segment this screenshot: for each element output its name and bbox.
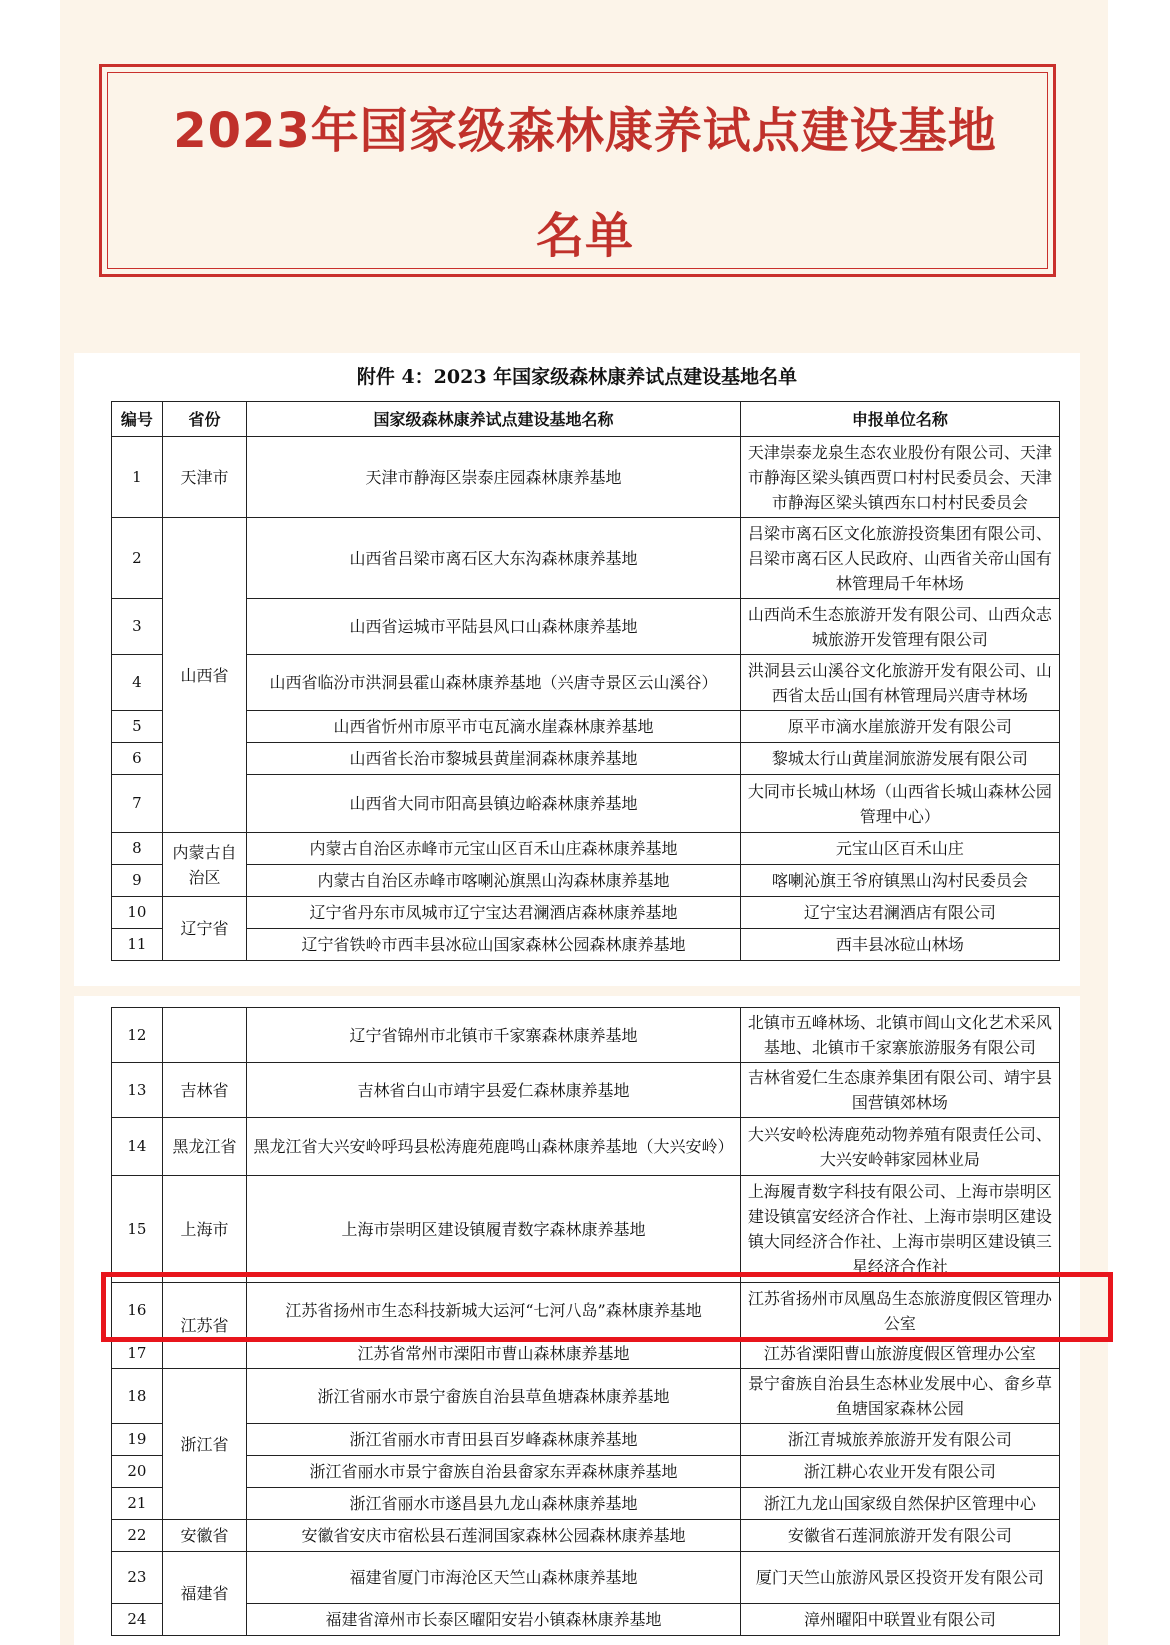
row-base: 浙江省丽水市青田县百岁峰森林康养基地 <box>247 1424 741 1456</box>
row-num: 14 <box>112 1118 163 1176</box>
table-row <box>112 1520 1060 1552</box>
row-applicant: 厦门天竺山旅游风景区投资开发有限公司 <box>740 1552 1059 1604</box>
row-province: 浙江省 <box>162 1369 247 1520</box>
row-base: 江苏省常州市溧阳市曹山森林康养基地 <box>247 1339 741 1369</box>
table-row <box>112 775 1060 833</box>
table-row <box>112 599 1060 655</box>
table-row <box>112 897 1060 929</box>
row-base: 浙江省丽水市景宁畲族自治县草鱼塘森林康养基地 <box>247 1369 741 1424</box>
row-num: 15 <box>112 1176 163 1283</box>
table-row <box>112 1456 1060 1488</box>
row-applicant: 安徽省石莲洞旅游开发有限公司 <box>740 1520 1059 1552</box>
table-row <box>112 929 1060 961</box>
row-base: 辽宁省锦州市北镇市千家寨森林康养基地 <box>247 1008 741 1063</box>
table-row <box>112 1369 1060 1424</box>
row-num: 18 <box>112 1369 163 1424</box>
row-applicant: 漳州曜阳中联置业有限公司 <box>740 1604 1059 1636</box>
row-num: 3 <box>112 599 163 655</box>
row-applicant: 景宁畲族自治县生态林业发展中心、畲乡草鱼塘国家森林公园 <box>740 1369 1059 1424</box>
row-num: 8 <box>112 833 163 865</box>
table-row <box>112 1488 1060 1520</box>
row-applicant: 上海履青数字科技有限公司、上海市崇明区建设镇富安经济合作社、上海市崇明区建设镇大同经济合作社、上海市崇明区建设镇三星经济合作社 <box>740 1176 1059 1283</box>
table-row <box>112 711 1060 743</box>
page-title: 2023年国家级森林康养试点建设基地 <box>173 103 997 159</box>
table-row <box>112 743 1060 775</box>
row-base: 浙江省丽水市景宁畲族自治县畲家东弄森林康养基地 <box>247 1456 741 1488</box>
row-province-continued <box>162 1008 247 1063</box>
table-row <box>112 1063 1060 1118</box>
row-base: 天津市静海区崇泰庄园森林康养基地 <box>247 437 741 518</box>
row-applicant: 吉林省爱仁生态康养集团有限公司、靖宇县国营镇郊林场 <box>740 1063 1059 1118</box>
row-base: 山西省吕梁市离石区大东沟森林康养基地 <box>247 518 741 599</box>
row-num: 20 <box>112 1456 163 1488</box>
table-row <box>112 1008 1060 1063</box>
row-applicant: 江苏省溧阳曹山旅游度假区管理办公室 <box>740 1339 1059 1369</box>
row-province: 上海市 <box>162 1176 247 1283</box>
row-base: 山西省大同市阳高县镇边峪森林康养基地 <box>247 775 741 833</box>
row-num: 16 <box>112 1283 163 1339</box>
table-row <box>112 1176 1060 1283</box>
row-applicant: 黎城太行山黄崖洞旅游发展有限公司 <box>740 743 1059 775</box>
table-row <box>112 1424 1060 1456</box>
row-applicant: 西丰县冰砬山林场 <box>740 929 1059 961</box>
row-num: 12 <box>112 1008 163 1063</box>
header-num: 编号 <box>112 402 163 437</box>
row-base: 内蒙古自治区赤峰市元宝山区百禾山庄森林康养基地 <box>247 833 741 865</box>
row-num: 9 <box>112 865 163 897</box>
row-num: 13 <box>112 1063 163 1118</box>
row-num: 17 <box>112 1339 163 1369</box>
row-province: 辽宁省 <box>162 897 247 961</box>
row-num: 1 <box>112 437 163 518</box>
row-applicant: 原平市滴水崖旅游开发有限公司 <box>740 711 1059 743</box>
row-num: 24 <box>112 1604 163 1636</box>
row-applicant: 山西尚禾生态旅游开发有限公司、山西众志城旅游开发管理有限公司 <box>740 599 1059 655</box>
row-base: 山西省运城市平陆县风口山森林康养基地 <box>247 599 741 655</box>
row-applicant: 天津崇泰龙泉生态农业股份有限公司、天津市静海区梁头镇西贾口村村民委员会、天津市静海区梁头镇西东口村村民委员会 <box>740 437 1059 518</box>
row-applicant: 北镇市五峰林场、北镇市闾山文化艺术采风基地、北镇市千家寨旅游服务有限公司 <box>740 1008 1059 1063</box>
row-applicant: 浙江九龙山国家级自然保护区管理中心 <box>740 1488 1059 1520</box>
row-num: 5 <box>112 711 163 743</box>
row-base: 江苏省扬州市生态科技新城大运河“七河八岛”森林康养基地 <box>247 1283 741 1339</box>
row-applicant: 喀喇沁旗王爷府镇黑山沟村民委员会 <box>740 865 1059 897</box>
row-base: 山西省临汾市洪洞县霍山森林康养基地（兴唐寺景区云山溪谷） <box>247 655 741 711</box>
row-applicant: 浙江青城旅养旅游开发有限公司 <box>740 1424 1059 1456</box>
row-base: 福建省厦门市海沧区天竺山森林康养基地 <box>247 1552 741 1604</box>
table-row <box>112 1118 1060 1176</box>
header-base: 国家级森林康养试点建设基地名称 <box>247 402 741 437</box>
row-num: 10 <box>112 897 163 929</box>
table-row <box>112 437 1060 518</box>
row-base: 福建省漳州市长泰区曜阳安岩小镇森林康养基地 <box>247 1604 741 1636</box>
row-base: 辽宁省丹东市凤城市辽宁宝达君澜酒店森林康养基地 <box>247 897 741 929</box>
row-applicant: 大兴安岭松涛鹿苑动物养殖有限责任公司、大兴安岭韩家园林业局 <box>740 1118 1059 1176</box>
row-province: 福建省 <box>162 1552 247 1636</box>
row-province: 内蒙古自治区 <box>162 833 247 897</box>
row-base: 吉林省白山市靖宇县爱仁森林康养基地 <box>247 1063 741 1118</box>
row-num: 23 <box>112 1552 163 1604</box>
row-applicant: 江苏省扬州市凤凰岛生态旅游度假区管理办公室 <box>740 1283 1059 1339</box>
row-base: 浙江省丽水市遂昌县九龙山森林康养基地 <box>247 1488 741 1520</box>
row-num: 19 <box>112 1424 163 1456</box>
table-row <box>112 833 1060 865</box>
table-row <box>112 1604 1060 1636</box>
row-province: 江苏省 <box>162 1283 247 1369</box>
highlight-box-row-16 <box>101 1272 1113 1342</box>
row-base: 安徽省安庆市宿松县石莲洞国家森林公园森林康养基地 <box>247 1520 741 1552</box>
row-num: 11 <box>112 929 163 961</box>
row-base: 上海市崇明区建设镇履青数字森林康养基地 <box>247 1176 741 1283</box>
row-base: 山西省长治市黎城县黄崖洞森林康养基地 <box>247 743 741 775</box>
row-province: 安徽省 <box>162 1520 247 1552</box>
row-num: 6 <box>112 743 163 775</box>
table-row <box>112 1339 1060 1369</box>
row-province: 黑龙江省 <box>162 1118 247 1176</box>
row-applicant: 辽宁宝达君澜酒店有限公司 <box>740 897 1059 929</box>
table-row <box>112 865 1060 897</box>
row-num: 21 <box>112 1488 163 1520</box>
attachment-caption: 附件 4：2023 年国家级森林康养试点建设基地名单 <box>356 366 798 388</box>
header-applicant: 申报单位名称 <box>740 402 1059 437</box>
row-province: 吉林省 <box>162 1063 247 1118</box>
row-num: 22 <box>112 1520 163 1552</box>
row-base: 辽宁省铁岭市西丰县冰砬山国家森林公园森林康养基地 <box>247 929 741 961</box>
row-applicant: 洪洞县云山溪谷文化旅游开发有限公司、山西省太岳山国有林管理局兴唐寺林场 <box>740 655 1059 711</box>
page-title-line2: 名单 <box>535 208 634 264</box>
row-applicant: 吕梁市离石区文化旅游投资集团有限公司、吕梁市离石区人民政府、山西省关帝山国有林管理局千年林场 <box>740 518 1059 599</box>
row-province: 天津市 <box>162 437 247 518</box>
row-num: 4 <box>112 655 163 711</box>
table-row <box>112 518 1060 599</box>
row-base: 黑龙江省大兴安岭呼玛县松涛鹿苑鹿鸣山森林康养基地（大兴安岭） <box>247 1118 741 1176</box>
row-province: 山西省 <box>162 518 247 833</box>
row-num: 7 <box>112 775 163 833</box>
row-base: 山西省忻州市原平市屯瓦滴水崖森林康养基地 <box>247 711 741 743</box>
row-applicant: 元宝山区百禾山庄 <box>740 833 1059 865</box>
row-applicant: 大同市长城山林场（山西省长城山森林公园管理中心） <box>740 775 1059 833</box>
header-province: 省份 <box>162 402 247 437</box>
row-applicant: 浙江耕心农业开发有限公司 <box>740 1456 1059 1488</box>
row-base: 内蒙古自治区赤峰市喀喇沁旗黑山沟森林康养基地 <box>247 865 741 897</box>
table-row <box>112 655 1060 711</box>
row-num: 2 <box>112 518 163 599</box>
list-table-part1 <box>111 401 1060 961</box>
table-header-row <box>112 402 1060 437</box>
table-row <box>112 1552 1060 1604</box>
